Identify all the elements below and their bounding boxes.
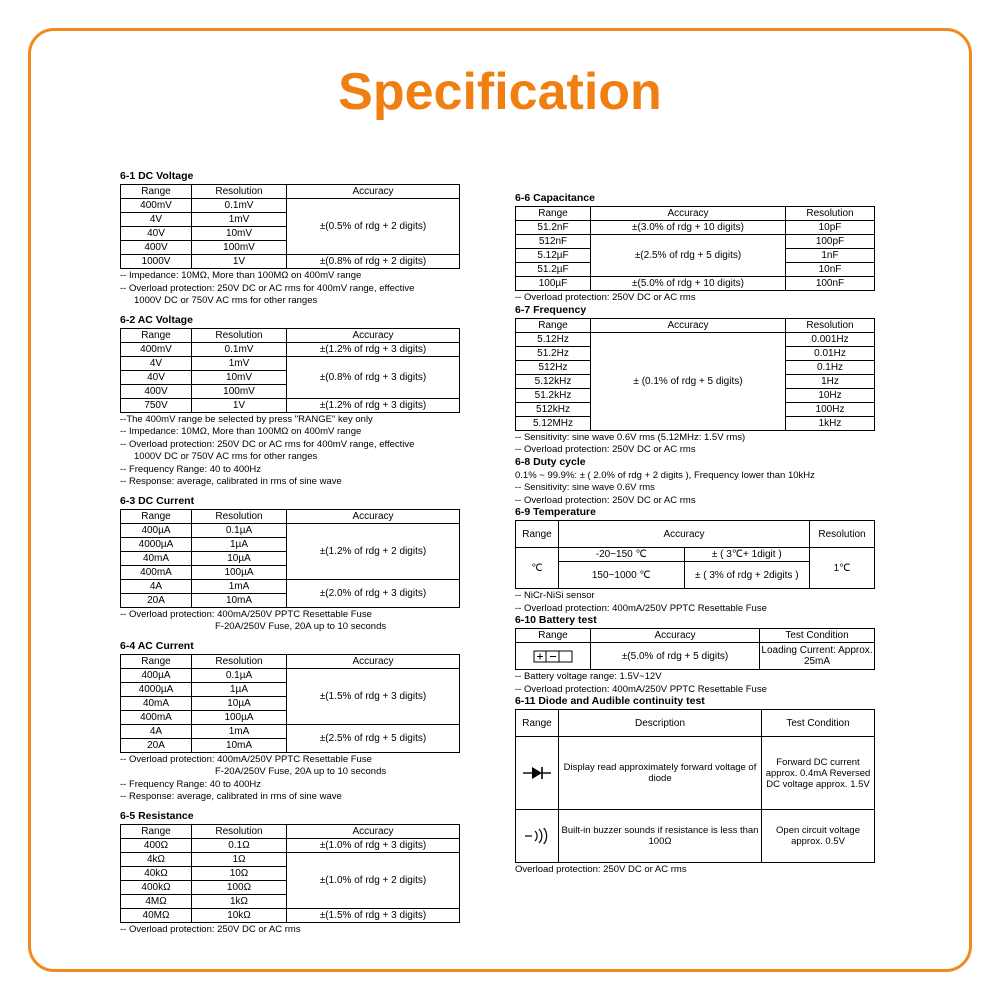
table-row — [121, 908, 460, 922]
cell-range: 40kΩ — [121, 866, 192, 880]
note: 1000V DC or 750V AC rms for other ranges — [134, 451, 318, 462]
table-row — [121, 523, 460, 537]
note: -- Overload protection: 400mA/250V PPTC Resettable Fuse — [120, 753, 372, 765]
cell-accuracy: ± ( 3℃+ 1digit ) — [684, 548, 810, 562]
cell-range: 4A — [121, 579, 192, 593]
section-heading-battery-test: 6-10 Battery test — [515, 614, 597, 626]
note: -- Battery voltage range: 1.5V~12V — [515, 671, 662, 682]
section-heading-diode: 6-11 Diode and Audible continuity test — [515, 695, 705, 707]
cell-resolution: 1kHz — [786, 416, 875, 430]
section-heading-dc-current: 6-3 DC Current — [120, 494, 195, 507]
cell-accuracy: ±(0.8% of rdg + 2 digits) — [287, 255, 460, 269]
cell-accuracy: ±(1.5% of rdg + 3 digits) — [287, 908, 460, 922]
cell-range: 40V — [121, 227, 192, 241]
cell-accuracy: ±(5.0% of rdg + 5 digits) — [591, 643, 760, 670]
cell-accuracy: ±(1.2% of rdg + 3 digits) — [287, 398, 460, 412]
cell-range: 51.2Hz — [516, 346, 591, 360]
col-resolution: Resolution — [192, 824, 287, 838]
section-heading-ac-current: 6-4 AC Current — [120, 639, 194, 652]
col-range: Range — [516, 207, 591, 221]
cell-unit: ℃ — [516, 548, 559, 589]
cell-resolution: 1V — [192, 255, 287, 269]
cell-accuracy: ±(0.8% of rdg + 3 digits) — [287, 356, 460, 398]
table-header-row — [121, 824, 460, 838]
col-range: Range — [121, 328, 192, 342]
note: -- Overload protection: 400mA/250V PPTC Resettable Fuse — [515, 602, 767, 614]
diode-symbol-icon — [516, 737, 559, 810]
cell-range: 4kΩ — [121, 852, 192, 866]
cell-range: 4000µA — [121, 537, 192, 551]
cell-resolution: 1mA — [192, 724, 287, 738]
cell-test-condition: Loading Current: Approx. 25mA — [760, 643, 875, 670]
note: 1000V DC or 750V AC rms for other ranges — [134, 295, 318, 306]
table-capacitance — [515, 206, 875, 291]
cell-accuracy: ±(1.2% of rdg + 2 digits) — [287, 523, 460, 579]
cell-resolution: 10µA — [192, 551, 287, 565]
right-column — [515, 192, 875, 876]
cell-test-condition: Forward DC current approx. 0.4mA Reversed DC voltage approx. 1.5V — [762, 737, 875, 810]
cell-resolution: 1mA — [192, 579, 287, 593]
col-resolution: Resolution — [192, 654, 287, 668]
cell-resolution: 0.1mV — [192, 199, 287, 213]
left-column — [120, 170, 460, 935]
col-accuracy: Accuracy — [287, 185, 460, 199]
table-diode — [515, 709, 875, 863]
cell-range: 51.2µF — [516, 263, 591, 277]
cell-range: 51.2nF — [516, 221, 591, 235]
note: --The 400mV range be selected by press "RANGE" key only — [120, 413, 373, 425]
cell-range: 400µA — [121, 523, 192, 537]
cell-range: 100µF — [516, 277, 591, 291]
cell-range: 400µA — [121, 668, 192, 682]
table-row — [121, 398, 460, 412]
note: -- Overload protection: 250V DC or AC rms for 400mV range, effective — [120, 282, 415, 294]
col-test-condition: Test Condition — [762, 710, 875, 737]
cell-accuracy: ±(1.5% of rdg + 3 digits) — [287, 668, 460, 724]
cell-range: 20A — [121, 593, 192, 607]
note: F-20A/250V Fuse, 20A up to 10 seconds — [215, 766, 387, 777]
cell-range: 512Hz — [516, 360, 591, 374]
cell-range: 400mV — [121, 199, 192, 213]
col-description: Description — [559, 710, 762, 737]
cell-resolution: 0.1µA — [192, 668, 287, 682]
cell-resolution: 100pF — [786, 235, 875, 249]
cell-resolution: 10mV — [192, 227, 287, 241]
table-temperature — [515, 520, 875, 589]
cell-resolution: 10kΩ — [192, 908, 287, 922]
note: -- Sensitivity: sine wave 0.6V rms (5.12MHz: 1.5V rms) — [515, 431, 746, 443]
cell-accuracy: ± ( 3% of rdg + 2digits ) — [684, 562, 810, 589]
cell-resolution: 100µA — [192, 565, 287, 579]
cell-resolution: 100Hz — [786, 402, 875, 416]
cell-resolution: 10Ω — [192, 866, 287, 880]
cell-resolution: 1Hz — [786, 374, 875, 388]
cell-range: 4V — [121, 356, 192, 370]
cell-range: 1000V — [121, 255, 192, 269]
section-heading-duty-cycle: 6-8 Duty cycle — [515, 455, 586, 468]
cell-range: 400mA — [121, 565, 192, 579]
cell-resolution: 10mA — [192, 738, 287, 752]
cell-resolution: 10Hz — [786, 388, 875, 402]
table-row — [516, 810, 875, 863]
cell-resolution: 0.001Hz — [786, 332, 875, 346]
cell-range: 400mV — [121, 342, 192, 356]
cell-range: 4000µA — [121, 682, 192, 696]
cell-resolution: 1kΩ — [192, 894, 287, 908]
col-accuracy: Accuracy — [287, 824, 460, 838]
col-resolution: Resolution — [192, 509, 287, 523]
note: -- Overload protection: 250V DC or AC rms — [515, 444, 696, 455]
cell-range: 750V — [121, 398, 192, 412]
col-accuracy: Accuracy — [591, 629, 760, 643]
note: -- Frequency Range: 40 to 400Hz — [120, 463, 261, 475]
cell-resolution: 1µA — [192, 682, 287, 696]
cell-range: 512nF — [516, 235, 591, 249]
table-row — [121, 579, 460, 593]
cell-range: 4A — [121, 724, 192, 738]
cell-resolution: 0.1Ω — [192, 838, 287, 852]
cell-description: Built-in buzzer sounds if resistance is less than 100Ω — [559, 810, 762, 863]
section-heading-dc-voltage: 6-1 DC Voltage — [120, 170, 194, 182]
table-header-row — [516, 521, 875, 548]
cell-accuracy: ± (0.1% of rdg + 5 digits) — [591, 332, 786, 430]
table-row — [516, 643, 875, 670]
table-header-row — [516, 629, 875, 643]
note: -- Impedance: 10MΩ, More than 100MΩ on 400mV range — [120, 426, 362, 437]
cell-resolution: 1V — [192, 398, 287, 412]
table-header-row — [121, 654, 460, 668]
cell-resolution: 1nF — [786, 249, 875, 263]
cell-resolution: 100µA — [192, 710, 287, 724]
cell-resolution: 10µA — [192, 696, 287, 710]
table-header-row — [121, 185, 460, 199]
col-range: Range — [121, 824, 192, 838]
cell-range: 40V — [121, 370, 192, 384]
col-resolution: Resolution — [192, 328, 287, 342]
table-frequency — [515, 318, 875, 431]
table-header-row — [121, 509, 460, 523]
col-accuracy: Accuracy — [591, 207, 786, 221]
buzzer-symbol-icon — [516, 810, 559, 863]
col-resolution: Resolution — [786, 318, 875, 332]
cell-resolution: 1µA — [192, 537, 287, 551]
table-row — [121, 199, 460, 213]
table-battery-test — [515, 628, 875, 670]
cell-range: -20~150 ℃ — [559, 548, 685, 562]
page-title: Specification — [338, 63, 662, 121]
cell-accuracy: ±(1.0% of rdg + 2 digits) — [287, 852, 460, 908]
note: Overload protection: 250V DC or AC rms — [515, 864, 687, 875]
cell-accuracy: ±(1.0% of rdg + 3 digits) — [287, 838, 460, 852]
cell-range: 400kΩ — [121, 880, 192, 894]
col-test-condition: Test Condition — [760, 629, 875, 643]
cell-resolution: 10nF — [786, 263, 875, 277]
col-range: Range — [516, 521, 559, 548]
cell-accuracy: ±(2.5% of rdg + 5 digits) — [287, 724, 460, 752]
table-row — [121, 668, 460, 682]
col-range: Range — [121, 509, 192, 523]
cell-resolution: 100nF — [786, 277, 875, 291]
table-row — [121, 255, 460, 269]
col-resolution: Resolution — [810, 521, 875, 548]
table-row — [516, 332, 875, 346]
cell-accuracy: ±(2.5% of rdg + 5 digits) — [591, 235, 786, 277]
section-heading-capacitance: 6-6 Capacitance — [515, 192, 595, 204]
cell-resolution: 100Ω — [192, 880, 287, 894]
note: -- Impedance: 10MΩ, More than 100MΩ on 400mV range — [120, 270, 362, 281]
cell-range: 4V — [121, 213, 192, 227]
table-row — [516, 737, 875, 810]
table-header-row — [516, 318, 875, 332]
cell-range: 40MΩ — [121, 908, 192, 922]
cell-resolution: 10pF — [786, 221, 875, 235]
table-row — [516, 235, 875, 249]
cell-resolution: 0.1µA — [192, 523, 287, 537]
cell-accuracy: ±(3.0% of rdg + 10 digits) — [591, 221, 786, 235]
cell-accuracy: ±(5.0% of rdg + 10 digits) — [591, 277, 786, 291]
cell-range: 5.12kHz — [516, 374, 591, 388]
col-accuracy: Accuracy — [591, 318, 786, 332]
cell-description: Display read approximately forward voltage of diode — [559, 737, 762, 810]
cell-range: 512kHz — [516, 402, 591, 416]
cell-range: 400V — [121, 241, 192, 255]
cell-range: 400mA — [121, 710, 192, 724]
cell-range: 400Ω — [121, 838, 192, 852]
table-row — [516, 548, 875, 562]
note: -- Frequency Range: 40 to 400Hz — [120, 778, 261, 790]
table-row — [121, 342, 460, 356]
table-row — [121, 356, 460, 370]
cell-range: 20A — [121, 738, 192, 752]
battery-symbol-icon — [516, 643, 591, 670]
col-range: Range — [121, 185, 192, 199]
col-accuracy: Accuracy — [287, 328, 460, 342]
cell-range: 400V — [121, 384, 192, 398]
note: -- Response: average, calibrated in rms of sine wave — [120, 791, 342, 802]
table-row — [121, 852, 460, 866]
cell-range: 150~1000 ℃ — [559, 562, 685, 589]
duty-cycle-body: 0.1% ~ 99.9%: ± ( 2.0% of rdg + 2 digits ), Frequency lower than 10kHz — [515, 469, 815, 481]
cell-resolution: 10mV — [192, 370, 287, 384]
note: -- Overload protection: 400mA/250V PPTC Resettable Fuse — [515, 683, 767, 695]
section-heading-frequency: 6-7 Frequency — [515, 303, 587, 316]
col-range: Range — [516, 318, 591, 332]
cell-accuracy: ±(2.0% of rdg + 3 digits) — [287, 579, 460, 607]
table-row — [516, 277, 875, 291]
section-heading-ac-voltage: 6-2 AC Voltage — [120, 313, 193, 326]
cell-resolution: 1Ω — [192, 852, 287, 866]
cell-resolution: 0.1mV — [192, 342, 287, 356]
note: -- Overload protection: 250V DC or AC rms — [120, 923, 301, 935]
section-heading-temperature: 6-9 Temperature — [515, 506, 596, 518]
section-heading-resistance: 6-5 Resistance — [120, 809, 194, 822]
note: -- Sensitivity: sine wave 0.6V rms — [515, 482, 655, 493]
note: -- Overload protection: 250V DC or AC rms for 400mV range, effective — [120, 438, 415, 450]
cell-range: 51.2kHz — [516, 388, 591, 402]
col-range: Range — [516, 710, 559, 737]
note: F-20A/250V Fuse, 20A up to 10 seconds — [215, 621, 387, 632]
note: -- Overload protection: 250V DC or AC rms — [515, 494, 696, 506]
cell-range: 40mA — [121, 696, 192, 710]
note: -- Response: average, calibrated in rms of sine wave — [120, 476, 342, 487]
cell-resolution: 0.01Hz — [786, 346, 875, 360]
table-header-row — [121, 328, 460, 342]
table-ac-voltage — [120, 328, 460, 413]
cell-resolution: 1℃ — [810, 548, 875, 589]
table-row — [121, 724, 460, 738]
col-accuracy: Accuracy — [287, 509, 460, 523]
note: -- Overload protection: 400mA/250V PPTC Resettable Fuse — [120, 608, 372, 620]
cell-accuracy: ±(1.2% of rdg + 3 digits) — [287, 342, 460, 356]
col-resolution: Resolution — [786, 207, 875, 221]
table-resistance — [120, 824, 460, 923]
cell-resolution: 1mV — [192, 213, 287, 227]
table-header-row — [516, 710, 875, 737]
col-resolution: Resolution — [192, 185, 287, 199]
table-row — [121, 838, 460, 852]
cell-resolution: 1mV — [192, 356, 287, 370]
col-accuracy: Accuracy — [287, 654, 460, 668]
col-range: Range — [516, 629, 591, 643]
cell-range: 40mA — [121, 551, 192, 565]
table-ac-current — [120, 654, 460, 753]
cell-resolution: 100mV — [192, 241, 287, 255]
cell-resolution: 10mA — [192, 593, 287, 607]
cell-range: 4MΩ — [121, 894, 192, 908]
cell-range: 5.12µF — [516, 249, 591, 263]
cell-resolution: 0.1Hz — [786, 360, 875, 374]
table-dc-voltage — [120, 184, 460, 269]
cell-accuracy: ±(0.5% of rdg + 2 digits) — [287, 199, 460, 255]
cell-resolution: 100mV — [192, 384, 287, 398]
cell-range: 5.12MHz — [516, 416, 591, 430]
note: -- Overload protection: 250V DC or AC rms — [515, 292, 696, 303]
note: -- NiCr-NiSi sensor — [515, 590, 595, 601]
col-range: Range — [121, 654, 192, 668]
cell-test-condition: Open circuit voltage approx. 0.5V — [762, 810, 875, 863]
table-header-row — [516, 207, 875, 221]
table-dc-current — [120, 509, 460, 608]
cell-range: 5.12Hz — [516, 332, 591, 346]
table-row — [516, 221, 875, 235]
col-accuracy: Accuracy — [559, 521, 810, 548]
